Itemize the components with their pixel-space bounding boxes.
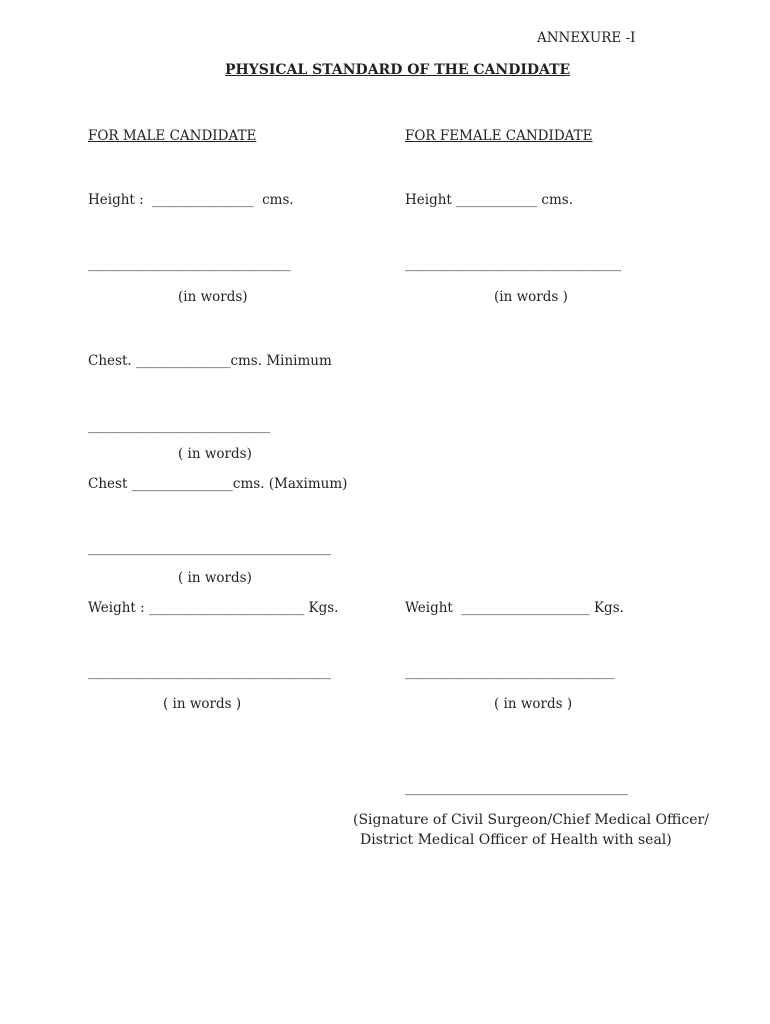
female-height-field: Height ____________ cms.	[405, 192, 574, 208]
male-chest-min-field: Chest. ______________cms. Minimum	[88, 353, 332, 369]
signature-line: _________________________________	[405, 780, 628, 796]
female-height-words-line: ________________________________	[405, 256, 621, 272]
male-height-field: Height : _______________ cms.	[88, 192, 294, 208]
female-weight-field: Weight ___________________ Kgs.	[405, 600, 624, 616]
annexure-label: ANNEXURE -I	[537, 30, 636, 46]
female-weight-words-label: ( in words )	[494, 696, 573, 712]
signature-caption-line1: (Signature of Civil Surgeon/Chief Medical Officer/	[353, 812, 709, 828]
female-weight-words-line: _______________________________	[405, 664, 615, 680]
male-height-words-line: ______________________________	[88, 256, 291, 272]
male-chest-min-words-line: ___________________________	[88, 418, 271, 434]
male-chest-max-field: Chest _______________cms. (Maximum)	[88, 476, 348, 492]
female-heading: FOR FEMALE CANDIDATE	[405, 128, 593, 144]
male-heading: FOR MALE CANDIDATE	[88, 128, 257, 144]
male-weight-words-line: ____________________________________	[88, 664, 331, 680]
male-weight-field: Weight : _______________________ Kgs.	[88, 600, 339, 616]
male-chest-min-words-label: ( in words)	[178, 446, 252, 462]
male-height-words-label: (in words)	[178, 289, 248, 305]
male-chest-max-words-line: ____________________________________	[88, 540, 331, 556]
female-height-words-label: (in words )	[494, 289, 568, 305]
signature-caption-line2: District Medical Officer of Health with seal)	[360, 832, 672, 848]
male-chest-max-words-label: ( in words)	[178, 570, 252, 586]
male-weight-words-label: ( in words )	[163, 696, 242, 712]
page-title: PHYSICAL STANDARD OF THE CANDIDATE	[225, 62, 571, 78]
